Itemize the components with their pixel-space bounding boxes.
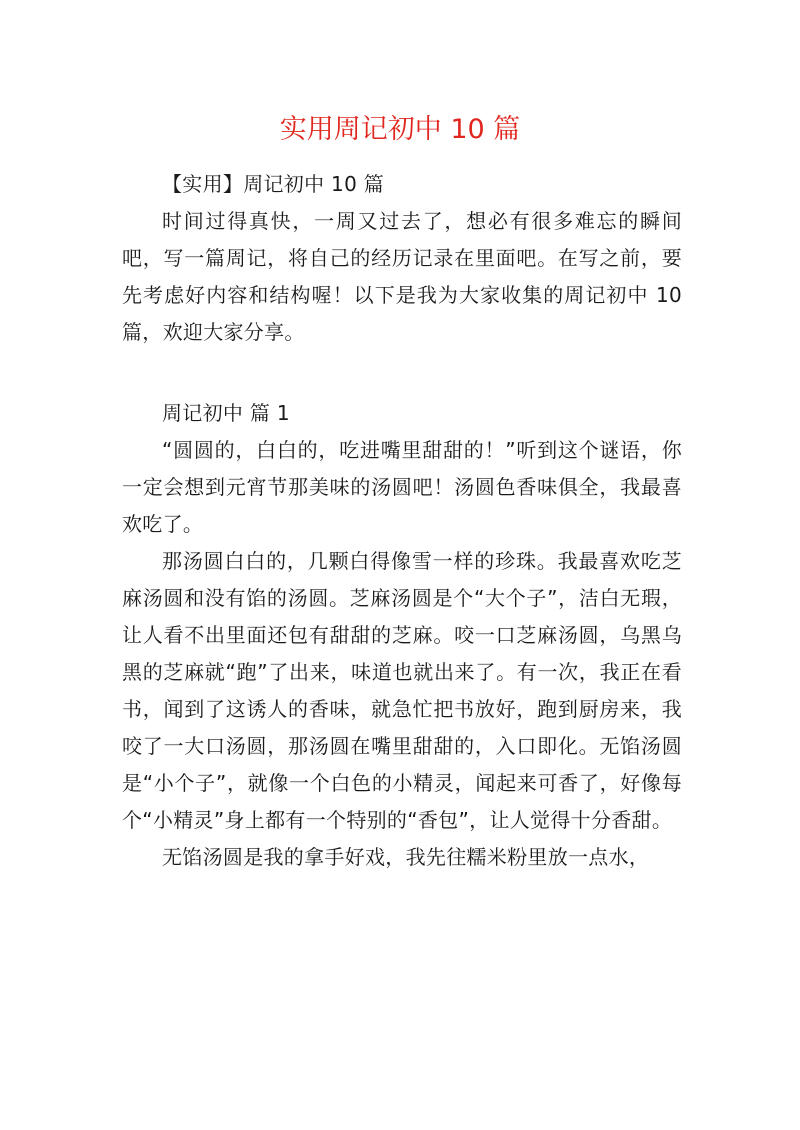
document-subtitle: 【实用】周记初中 10 篇 xyxy=(162,172,385,196)
document-body xyxy=(122,166,682,876)
section-heading: 周记初中 篇 1 xyxy=(162,401,290,425)
body-paragraph: 那汤圆白白的，几颗白得像雪一样的珍珠。我最喜欢吃芝麻汤圆和没有馅的汤圆。芝麻汤圆是个“大个子”，洁白无瑕，让人看不出里面还包有甜甜的芝麻。咬一口芝麻汤圆，乌黑乌黑的芝麻就“跑”了出来，味道也就出来了。有一次，我正在看书，闻到了这诱人的香味，就急忙把书放好，跑到厨房来，我咬了一大口汤圆，那汤圆在嘴里甜甜的，入口即化。无馅汤圆是“小个子”，就像一个白色的小精灵，闻起来可香了，好像每个“小精灵”身上都有一个特别的“香包”，让人觉得十分香甜。 xyxy=(122,549,682,832)
intro-paragraph: 时间过得真快，一周又过去了，想必有很多难忘的瞬间吧，写一篇周记，将自己的经历记录在里面吧。在写之前，要先考虑好内容和结构喔！以下是我为大家收集的周记初中 10 篇，欢迎大家分享。 xyxy=(122,209,682,344)
document-title: 实用周记初中 10 篇 xyxy=(279,114,521,145)
body-paragraph: “圆圆的，白白的，吃进嘴里甜甜的！”听到这个谜语，你一定会想到元宵节那美味的汤圆吧！汤圆色香味俱全，我最喜欢吃了。 xyxy=(122,438,682,536)
section-spacer xyxy=(122,351,682,395)
body-paragraph: 无馅汤圆是我的拿手好戏，我先往糯米粉里放一点水， xyxy=(162,845,650,869)
